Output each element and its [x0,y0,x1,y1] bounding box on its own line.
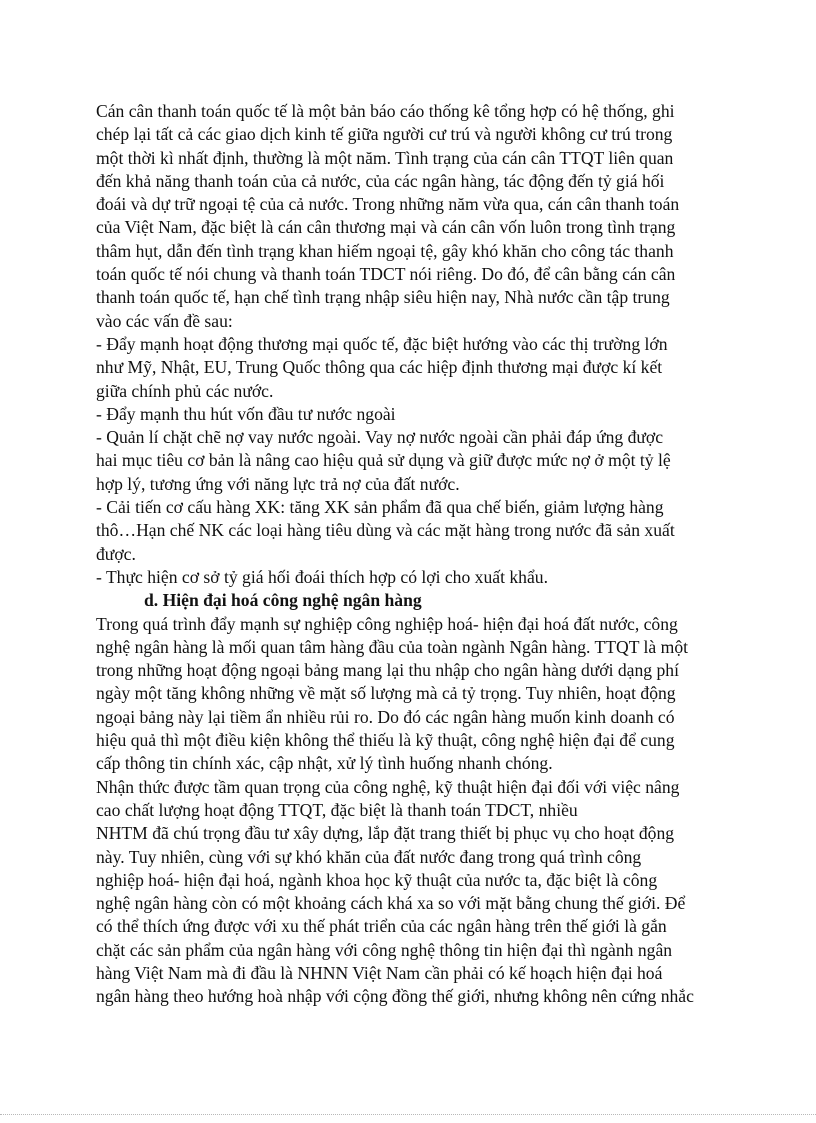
text-line: đoái và dự trữ ngoại tệ của cả nước. Trong những năm vừa qua, cán cân thanh toán [96,194,680,215]
text-line: trong những hoạt động ngoại bảng mang lại thu nhập cho ngân hàng dưới dạng phí [96,660,679,681]
text-line: cấp thông tin chính xác, cập nhật, xử lý tình huống nhanh chóng. [96,753,553,774]
text-line: - Quản lí chặt chẽ nợ vay nước ngoài. Vay nợ nước ngoài cần phải đáp ứng được [96,427,664,448]
page-bottom-divider [0,1114,816,1115]
text-line: NHTM đã chú trọng đầu tư xây dựng, lắp đặt trang thiết bị phục vụ cho hoạt động [96,823,675,844]
text-line: ngân hàng theo hướng hoà nhập với cộng đồng thế giới, nhưng không nên cứng nhắc [96,986,694,1007]
text-line: chặt các sản phẩm của ngân hàng với công nghệ thông tin hiện đại thì ngành ngân [96,939,673,960]
text-line: - Thực hiện cơ sở tỷ giá hối đoái thích hợp có lợi cho xuất khẩu. [96,566,548,587]
text-line: ngày một tăng không những về mặt số lượng mà cả tỷ trọng. Tuy nhiên, hoạt động [96,683,676,704]
bullet-item [96,566,724,589]
text-line: Trong quá trình đẩy mạnh sự nghiệp công nghiệp hoá- hiện đại hoá đất nước, công [96,613,678,634]
text-line: như Mỹ, Nhật, EU, Trung Quốc thông qua các hiệp định thương mại được kí kết [96,357,663,378]
text-line: vào các vấn đề sau: [96,310,233,331]
text-line: - Cải tiến cơ cấu hàng XK: tăng XK sản phẩm đã qua chế biến, giảm lượng hàng [96,497,664,518]
text-line: nghệ ngân hàng còn có một khoảng cách khá xa so với mặt bằng chung thế giới. Để [96,893,686,914]
bullet-item [96,496,724,566]
text-line: hiệu quả thì một điều kiện không thể thiếu là kỹ thuật, công nghệ hiện đại để cung [96,730,675,751]
text-line: hai mục tiêu cơ bản là nâng cao hiệu quả sử dụng và giữ được mức nợ ở một tỷ lệ [96,450,671,471]
text-line: chép lại tất cả các giao dịch kinh tế giữa người cư trú và người không cư trú trong [96,124,673,145]
text-line: toán quốc tế nói chung và thanh toán TDCT nói riêng. Do đó, để cân bằng cán cân [96,264,676,285]
bullet-item [96,403,724,426]
text-line: Nhận thức được tầm quan trọng của công nghệ, kỹ thuật hiện đại đối với việc nâng [96,776,680,797]
text-line: - Đẩy mạnh hoạt động thương mại quốc tế, đặc biệt hướng vào các thị trường lớn [96,333,668,354]
text-line: này. Tuy nhiên, cùng với sự khó khăn của đất nước đang trong quá trình công [96,846,642,867]
text-line: của Việt Nam, đặc biệt là cán cân thương mại và cán cân vốn luôn trong tình trạng [96,217,676,238]
text-line: một thời kì nhất định, thường là một năm. Tình trạng của cán cân TTQT liên quan [96,147,674,168]
text-line: ngoại bảng này lại tiềm ẩn nhiều rủi ro. Do đó các ngân hàng muốn kinh doanh có [96,706,675,727]
text-line: hợp lý, tương ứng với năng lực trả nợ của đất nước. [96,473,460,494]
document-body [96,100,724,1009]
bullet-item [96,333,724,403]
text-line: thanh toán quốc tế, hạn chế tình trạng nhập siêu hiện nay, Nhà nước cần tập trung [96,287,670,308]
text-line: nghiệp hoá- hiện đại hoá, ngành khoa học kỹ thuật của nước ta, đặc biệt là công [96,869,658,890]
text-line: có thể thích ứng được với xu thế phát triển của các ngân hàng trên thế giới là gắn [96,916,667,937]
text-line: thâm hụt, dẫn đến tình trạng khan hiếm ngoại tệ, gây khó khăn cho công tác thanh [96,240,674,261]
text-line: - Đẩy mạnh thu hút vốn đầu tư nước ngoài [96,403,396,424]
awareness-paragraph [96,776,724,1009]
text-line: giữa chính phủ các nước. [96,380,274,401]
bullet-item [96,426,724,496]
section-heading: d. Hiện đại hoá công nghệ ngân hàng [144,590,422,611]
text-line: thô…Hạn chế NK các loại hàng tiêu dùng và các mặt hàng trong nước đã sản xuất [96,520,675,541]
text-line: hàng Việt Nam mà đi đầu là NHNN Việt Nam cần phải có kế hoạch hiện đại hoá [96,962,663,983]
intro-paragraph [96,100,724,333]
text-line: nghệ ngân hàng là mối quan tâm hàng đầu của toàn ngành Ngân hàng. TTQT là một [96,636,689,657]
bullet-list [96,333,724,589]
text-line: Cán cân thanh toán quốc tế là một bản báo cáo thống kê tổng hợp có hệ thống, ghi [96,101,675,121]
text-line: đến khả năng thanh toán của cả nước, của các ngân hàng, tác động đến tỷ giá hối [96,170,665,191]
technology-paragraph [96,613,724,776]
text-line: được. [96,543,136,564]
text-line: cao chất lượng hoạt động TTQT, đặc biệt là thanh toán TDCT, nhiều [96,799,578,820]
